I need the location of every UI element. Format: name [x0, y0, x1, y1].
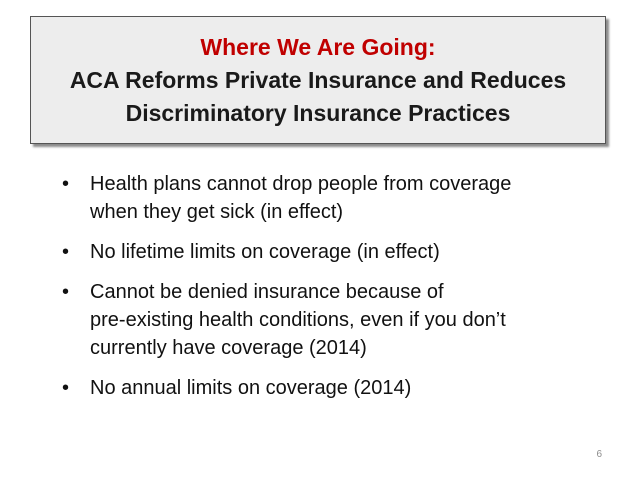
bullet-list	[62, 170, 602, 414]
bullet-dot-icon: •	[62, 173, 70, 195]
bullet-dot-icon: •	[62, 281, 70, 303]
bullet-dot-icon: •	[62, 377, 70, 399]
bullet-item	[62, 374, 602, 402]
slide-title-line-2: ACA Reforms Private Insurance and Reduces	[69, 66, 567, 93]
slide-title-box	[30, 16, 606, 144]
bullet-text: Health plans cannot drop people from coverage when they get sick (in effect)	[90, 173, 512, 223]
slide-title-line-1: Where We Are Going:	[200, 33, 436, 60]
slide-title-line-3: Discriminatory Insurance Practices	[125, 99, 511, 126]
bullet-text: Cannot be denied insurance because of pre-existing health conditions, even if you don’t currently have coverage (2014)	[90, 281, 506, 359]
bullet-item	[62, 278, 602, 362]
page-number: 6	[596, 449, 602, 460]
bullet-item	[62, 238, 602, 266]
bullet-text: No annual limits on coverage (2014)	[90, 377, 412, 399]
bullet-text: No lifetime limits on coverage (in effect)	[90, 241, 440, 263]
bullet-item	[62, 170, 602, 226]
bullet-dot-icon: •	[62, 241, 70, 263]
